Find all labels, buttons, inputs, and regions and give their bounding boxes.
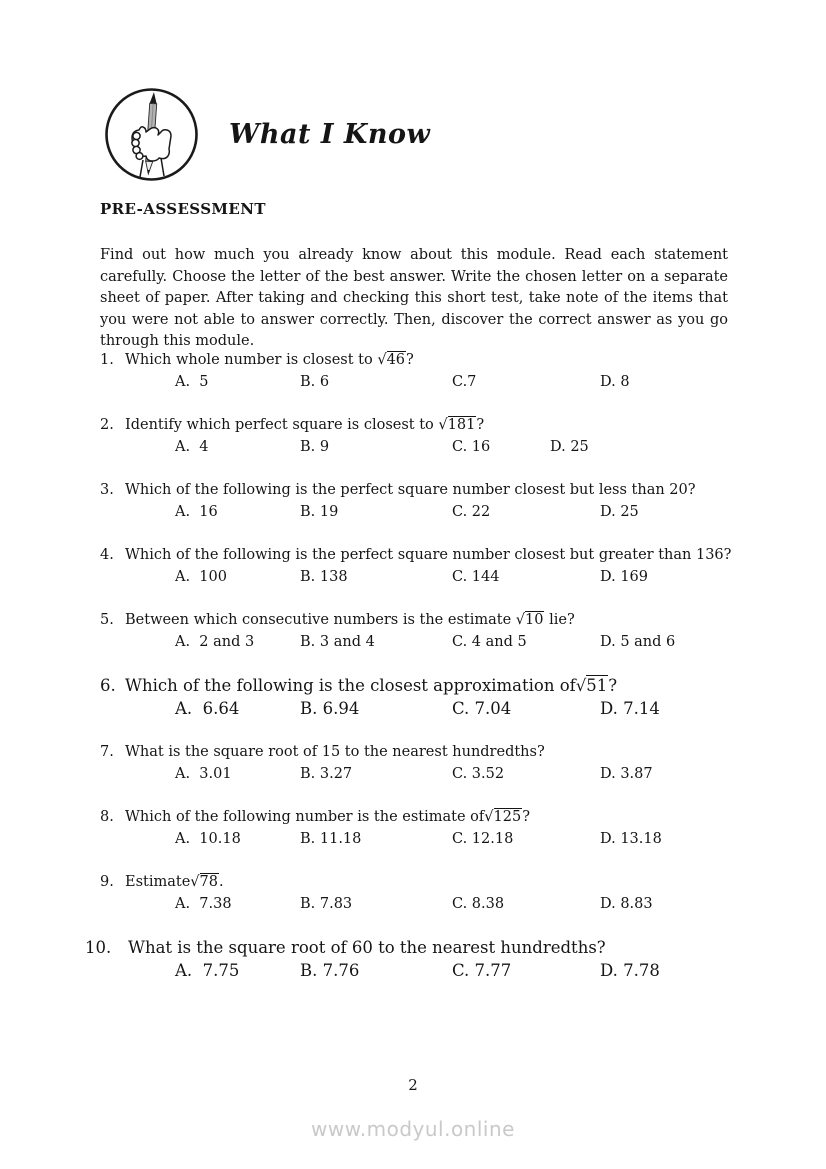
options-row	[100, 371, 765, 393]
page-number: 2	[408, 1076, 418, 1094]
question-number: 3.	[100, 482, 114, 498]
option-9-c: C. 8.38	[452, 896, 505, 912]
question-4	[100, 544, 765, 588]
question-9	[100, 871, 765, 915]
option-1-d: D. 8	[600, 374, 630, 390]
question-text: Which of the following is the closest approximation of√51?	[125, 676, 618, 695]
option-3-b: B. 19	[300, 504, 339, 520]
question-text: What is the square root of 15 to the nearest hundredths?	[125, 744, 545, 760]
question-number: 1.	[100, 352, 114, 368]
question-text: Identify which perfect square is closest to √181?	[125, 417, 485, 433]
option-4-c: C. 144	[452, 569, 500, 585]
sqrt-expression: √10	[515, 612, 544, 628]
intro-paragraph: Find out how much you already know about this module. Read each statement carefully. Choose the letter of the best answer. Write the chosen letter on a separate sheet of paper. After taking and checking this short test, take note of the items that you were not able to answer correctly. Then, discover the correct answer as you go through this module.	[100, 247, 728, 349]
question-2	[100, 414, 765, 458]
watermark: www.modyul.online	[311, 1117, 515, 1141]
question-text: What is the square root of 60 to the nearest hundredths?	[128, 938, 606, 957]
question-5	[100, 609, 765, 653]
option-6-b: B. 6.94	[300, 699, 360, 718]
option-5-c: C. 4 and 5	[452, 634, 527, 650]
options-row	[100, 436, 765, 458]
option-10-c: C. 7.77	[452, 961, 512, 980]
question-text: Between which consecutive numbers is the estimate √10 lie?	[125, 612, 575, 628]
option-7-a: A. 3.01	[175, 766, 232, 782]
question-text: Which of the following is the perfect square number closest but less than 20?	[125, 482, 696, 498]
option-2-c: C. 16	[452, 439, 491, 455]
option-7-b: B. 3.27	[300, 766, 353, 782]
question-number: 9.	[100, 874, 114, 890]
option-10-a: A. 7.75	[175, 961, 240, 980]
options-row	[100, 631, 765, 653]
option-1-b: B. 6	[300, 374, 330, 390]
option-3-d: D. 25	[600, 504, 639, 520]
option-8-b: B. 11.18	[300, 831, 362, 847]
question-7	[100, 741, 765, 785]
options-row	[100, 763, 765, 785]
section-title: What I Know	[229, 119, 431, 150]
option-9-a: A. 7.38	[175, 896, 232, 912]
sqrt-expression: √51	[575, 676, 608, 695]
question-number: 7.	[100, 744, 114, 760]
option-5-b: B. 3 and 4	[300, 634, 375, 650]
option-9-b: B. 7.83	[300, 896, 353, 912]
sqrt-expression: √181	[438, 417, 476, 433]
sqrt-expression: √125	[484, 809, 522, 825]
option-7-d: D. 3.87	[600, 766, 653, 782]
option-4-d: D. 169	[600, 569, 649, 585]
option-4-a: A. 100	[175, 569, 227, 585]
questions-list	[85, 349, 765, 1003]
options-row	[100, 893, 765, 915]
options-row	[100, 959, 765, 982]
question-text: Which of the following is the perfect square number closest but greater than 136?	[125, 547, 732, 563]
options-row	[100, 501, 765, 523]
hand-writing-icon	[103, 86, 200, 183]
pre-assessment-heading: PRE-ASSESSMENT	[100, 200, 266, 218]
option-8-c: C. 12.18	[452, 831, 514, 847]
sqrt-expression: √78	[190, 874, 218, 890]
question-number: 6.	[100, 676, 116, 695]
option-6-a: A. 6.64	[175, 699, 240, 718]
question-1	[100, 349, 765, 393]
question-6	[100, 674, 765, 720]
question-8	[100, 806, 765, 850]
question-text: Estimate√78.	[125, 874, 224, 890]
option-8-a: A. 10.18	[175, 831, 241, 847]
options-row	[100, 828, 765, 850]
option-5-a: A. 2 and 3	[175, 634, 255, 650]
option-7-c: C. 3.52	[452, 766, 505, 782]
option-1-c: C.7	[452, 374, 477, 390]
question-number: 10.	[85, 938, 112, 957]
question-text: Which whole number is closest to √46?	[125, 352, 414, 368]
option-9-d: D. 8.83	[600, 896, 653, 912]
options-row	[100, 566, 765, 588]
question-10	[85, 936, 765, 982]
question-number: 2.	[100, 417, 114, 433]
option-8-d: D. 13.18	[600, 831, 662, 847]
option-6-d: D. 7.14	[600, 699, 660, 718]
question-text: Which of the following number is the estimate of√125?	[125, 809, 530, 825]
section-header	[103, 86, 430, 183]
option-10-b: B. 7.76	[300, 961, 360, 980]
option-4-b: B. 138	[300, 569, 348, 585]
question-number: 5.	[100, 612, 114, 628]
option-5-d: D. 5 and 6	[600, 634, 676, 650]
option-2-a: A. 4	[175, 439, 209, 455]
question-number: 4.	[100, 547, 114, 563]
option-2-d: D. 25	[550, 439, 589, 455]
question-3	[100, 479, 765, 523]
option-6-c: C. 7.04	[452, 699, 512, 718]
sqrt-expression: √46	[377, 352, 406, 368]
option-3-c: C. 22	[452, 504, 491, 520]
option-10-d: D. 7.78	[600, 961, 660, 980]
options-row	[100, 697, 765, 720]
option-3-a: A. 16	[175, 504, 218, 520]
option-1-a: A. 5	[175, 374, 209, 390]
question-number: 8.	[100, 809, 114, 825]
option-2-b: B. 9	[300, 439, 330, 455]
